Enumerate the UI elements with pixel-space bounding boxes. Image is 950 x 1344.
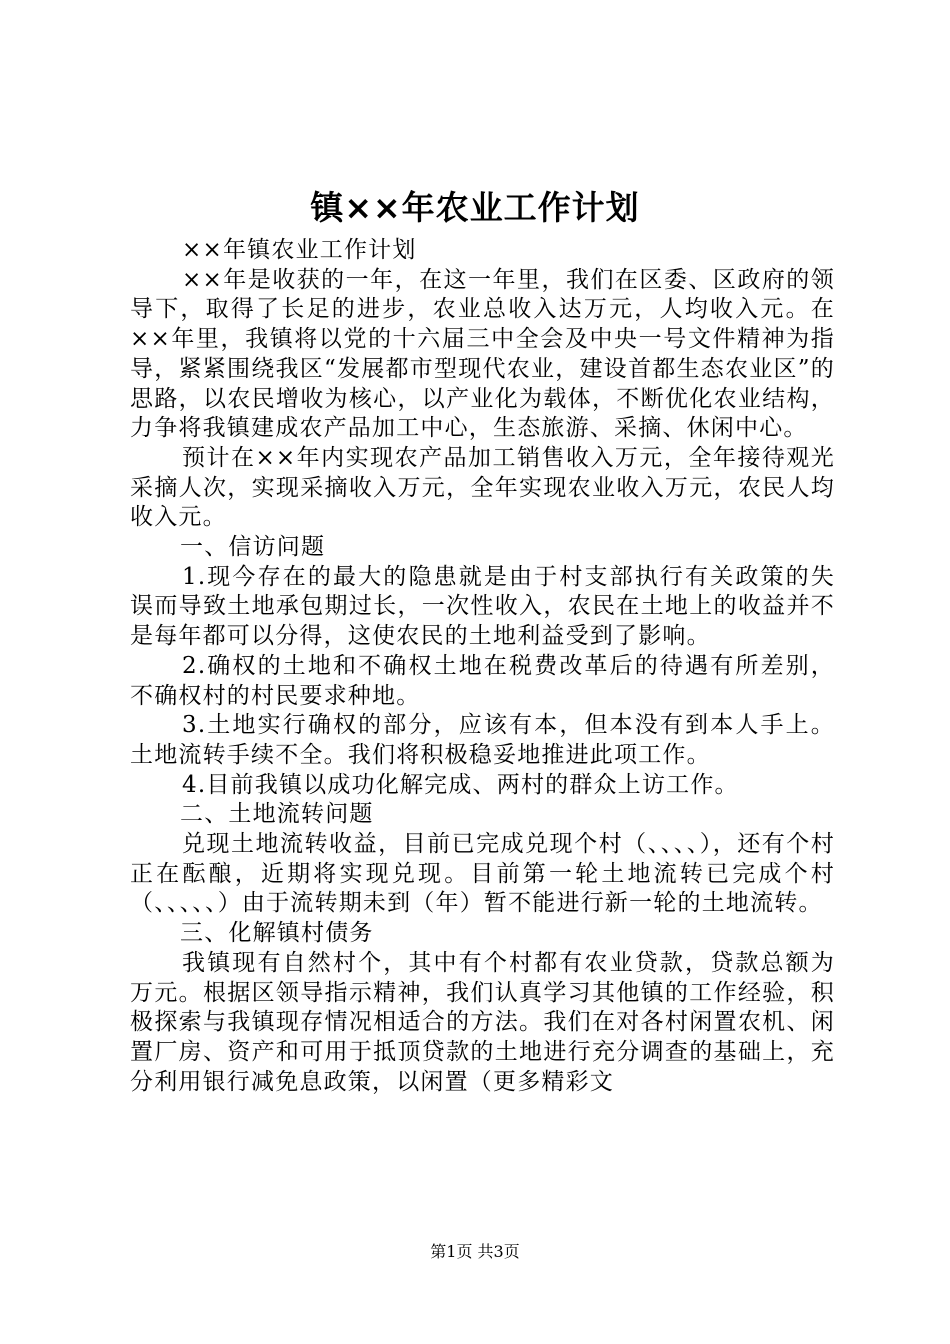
debt-paragraph: 我镇现有自然村个，其中有个村都有农业贷款，贷款总额为万元。根据区领导指示精神，我们认真学习其他镇的工作经验，积极探索与我镇现存情况相适合的方法。我们在对各村闲置农机、闲置厂房、资产和可用于抵顶贷款的土地进行充分调查的基础上，充分利用银行减免息政策，以闲置（更多精彩文	[130, 949, 835, 1095]
document-body	[130, 236, 835, 1097]
land-transfer-paragraph: 兑现土地流转收益，目前已完成兑现个村（、、、、），还有个村正在酝酿，近期将实现兑现。目前第一轮土地流转已完成个村（、、、、、）由于流转期未到（年）暂不能进行新一轮的土地流转。	[130, 831, 835, 917]
petition-item-4: 4.目前我镇以成功化解完成、两村的群众上访工作。	[182, 771, 739, 798]
forecast-paragraph: 预计在××年内实现农产品加工销售收入万元，全年接待观光采摘人次，实现采摘收入万元，全年实现农业收入万元，农民人均收入元。	[130, 444, 835, 531]
intro-paragraph: ××年是收获的一年，在这一年里，我们在区委、区政府的领导下，取得了长足的进步，农业总收入达万元，人均收入元。在××年里，我镇将以党的十六届三中全会及中央一号文件精神为指导，紧紧围绕我区“发展都市型现代农业，建设首都生态农业区”的思路，以农民增收为核心，以产业化为载体，不断优化农业结构，力争将我镇建成农产品加工中心，生态旅游、采摘、休闲中心。	[130, 266, 835, 442]
section-heading-petition: 一、信访问题	[180, 534, 326, 561]
petition-item-3: 3.土地实行确权的部分，应该有本，但本没有到本人手上。土地流转手续不全。我们将积极稳妥地推进此项工作。	[130, 712, 835, 768]
subtitle-paragraph: ××年镇农业工作计划	[182, 237, 417, 263]
page-footer: 第1页 共3页	[430, 1242, 520, 1261]
section-heading-land-transfer: 二、土地流转问题	[180, 801, 374, 828]
petition-item-2: 2.确权的土地和不确权土地在税费改革后的待遇有所差别，不确权村的村民要求种地。	[130, 652, 835, 709]
section-heading-debt: 三、化解镇村债务	[180, 920, 374, 947]
document-title: 镇××年农业工作计划	[310, 188, 640, 227]
petition-item-1: 1.现今存在的最大的隐患就是由于村支部执行有关政策的失误而导致土地承包期过长，一次性收入，农民在土地上的收益并不是每年都可以分得，这使农民的土地利益受到了影响。	[130, 563, 835, 650]
